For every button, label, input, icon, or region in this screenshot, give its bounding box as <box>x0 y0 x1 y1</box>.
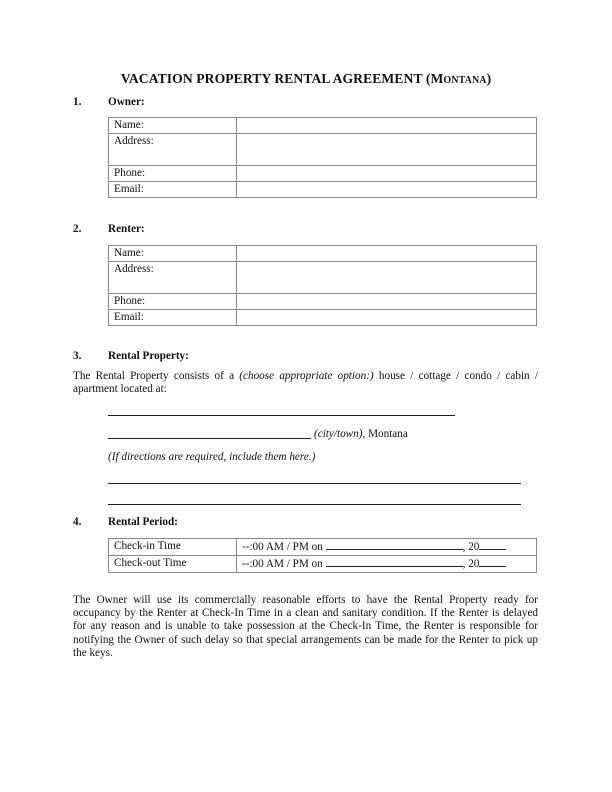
section-number-property: 3. <box>73 350 82 362</box>
check-in-year-prefix: , 20 <box>462 541 480 553</box>
rental-period-table <box>108 538 537 573</box>
title-main: VACATION PROPERTY RENTAL AGREEMENT ( <box>120 71 431 86</box>
section-heading-period: Rental Period: <box>108 516 178 528</box>
check-in-label: Check-in Time <box>109 539 237 556</box>
property-intro-start: The Rental Property consists of a <box>73 370 240 382</box>
owner-phone-field[interactable] <box>237 166 537 182</box>
check-in-row <box>109 539 537 556</box>
owner-phone-label: Phone: <box>109 166 237 182</box>
check-in-time-prefix[interactable]: --:00 AM / PM on <box>242 541 326 553</box>
document-title <box>0 71 612 87</box>
property-instruction: (choose appropriate option:) <box>239 370 374 382</box>
renter-name-label: Name: <box>109 246 237 262</box>
directions-line-1[interactable] <box>108 483 521 484</box>
owner-name-field[interactable] <box>237 118 537 134</box>
city-hint: (city/town), <box>314 428 366 440</box>
property-description <box>73 370 538 396</box>
owner-address-field[interactable] <box>237 134 537 166</box>
occupancy-paragraph: The Owner will use its commercially reasonable efforts to have the Rental Property ready for occupancy by the Renter at Check-In Time in a clean and sanitary condition. If the Renter is delayed for any reason and is unable to take possession at the Check-In Time, the Renter is responsible for notifying the Owner of such delay so that special arrangements can be made for the Renter to pick up the keys. <box>73 594 538 659</box>
check-in-year-field[interactable] <box>479 539 506 550</box>
directions-hint <box>108 451 315 463</box>
property-city-label <box>314 428 408 440</box>
property-state: Montana <box>365 428 408 440</box>
renter-phone-label: Phone: <box>109 294 237 310</box>
renter-name-field[interactable] <box>237 246 537 262</box>
check-out-row <box>109 556 537 573</box>
directions-hint-text: (If directions are required, include them here.) <box>108 451 316 463</box>
owner-address-label: Address: <box>109 134 237 166</box>
directions-line-2[interactable] <box>108 504 521 505</box>
check-out-label: Check-out Time <box>109 556 237 573</box>
section-number-period: 4. <box>73 516 82 528</box>
owner-email-field[interactable] <box>237 182 537 198</box>
owner-table <box>108 117 537 198</box>
owner-email-label: Email: <box>109 182 237 198</box>
section-heading-owner: Owner: <box>108 96 145 108</box>
owner-name-label: Name: <box>109 118 237 134</box>
renter-table <box>108 245 537 326</box>
property-options: house / cottage / condo / cabin / apartment located at: <box>73 370 538 396</box>
section-heading-property: Rental Property: <box>108 350 189 362</box>
check-in-date-field[interactable] <box>326 539 463 550</box>
renter-email-label: Email: <box>109 310 237 326</box>
renter-address-label: Address: <box>109 262 237 294</box>
title-state: Montana <box>430 71 487 86</box>
check-in-value <box>237 539 537 556</box>
property-city-line[interactable] <box>108 438 311 439</box>
title-close: ) <box>486 71 492 86</box>
section-number-owner: 1. <box>73 96 82 108</box>
check-out-value <box>237 556 537 573</box>
section-heading-renter: Renter: <box>108 223 145 235</box>
renter-phone-field[interactable] <box>237 294 537 310</box>
check-out-date-field[interactable] <box>326 556 463 567</box>
check-out-time-prefix[interactable]: --:00 AM / PM on <box>242 558 326 570</box>
property-address-line[interactable] <box>108 415 455 416</box>
section-number-renter: 2. <box>73 223 82 235</box>
check-out-year-field[interactable] <box>479 556 506 567</box>
check-out-year-prefix: , 20 <box>462 558 480 570</box>
renter-address-field[interactable] <box>237 262 537 294</box>
renter-email-field[interactable] <box>237 310 537 326</box>
